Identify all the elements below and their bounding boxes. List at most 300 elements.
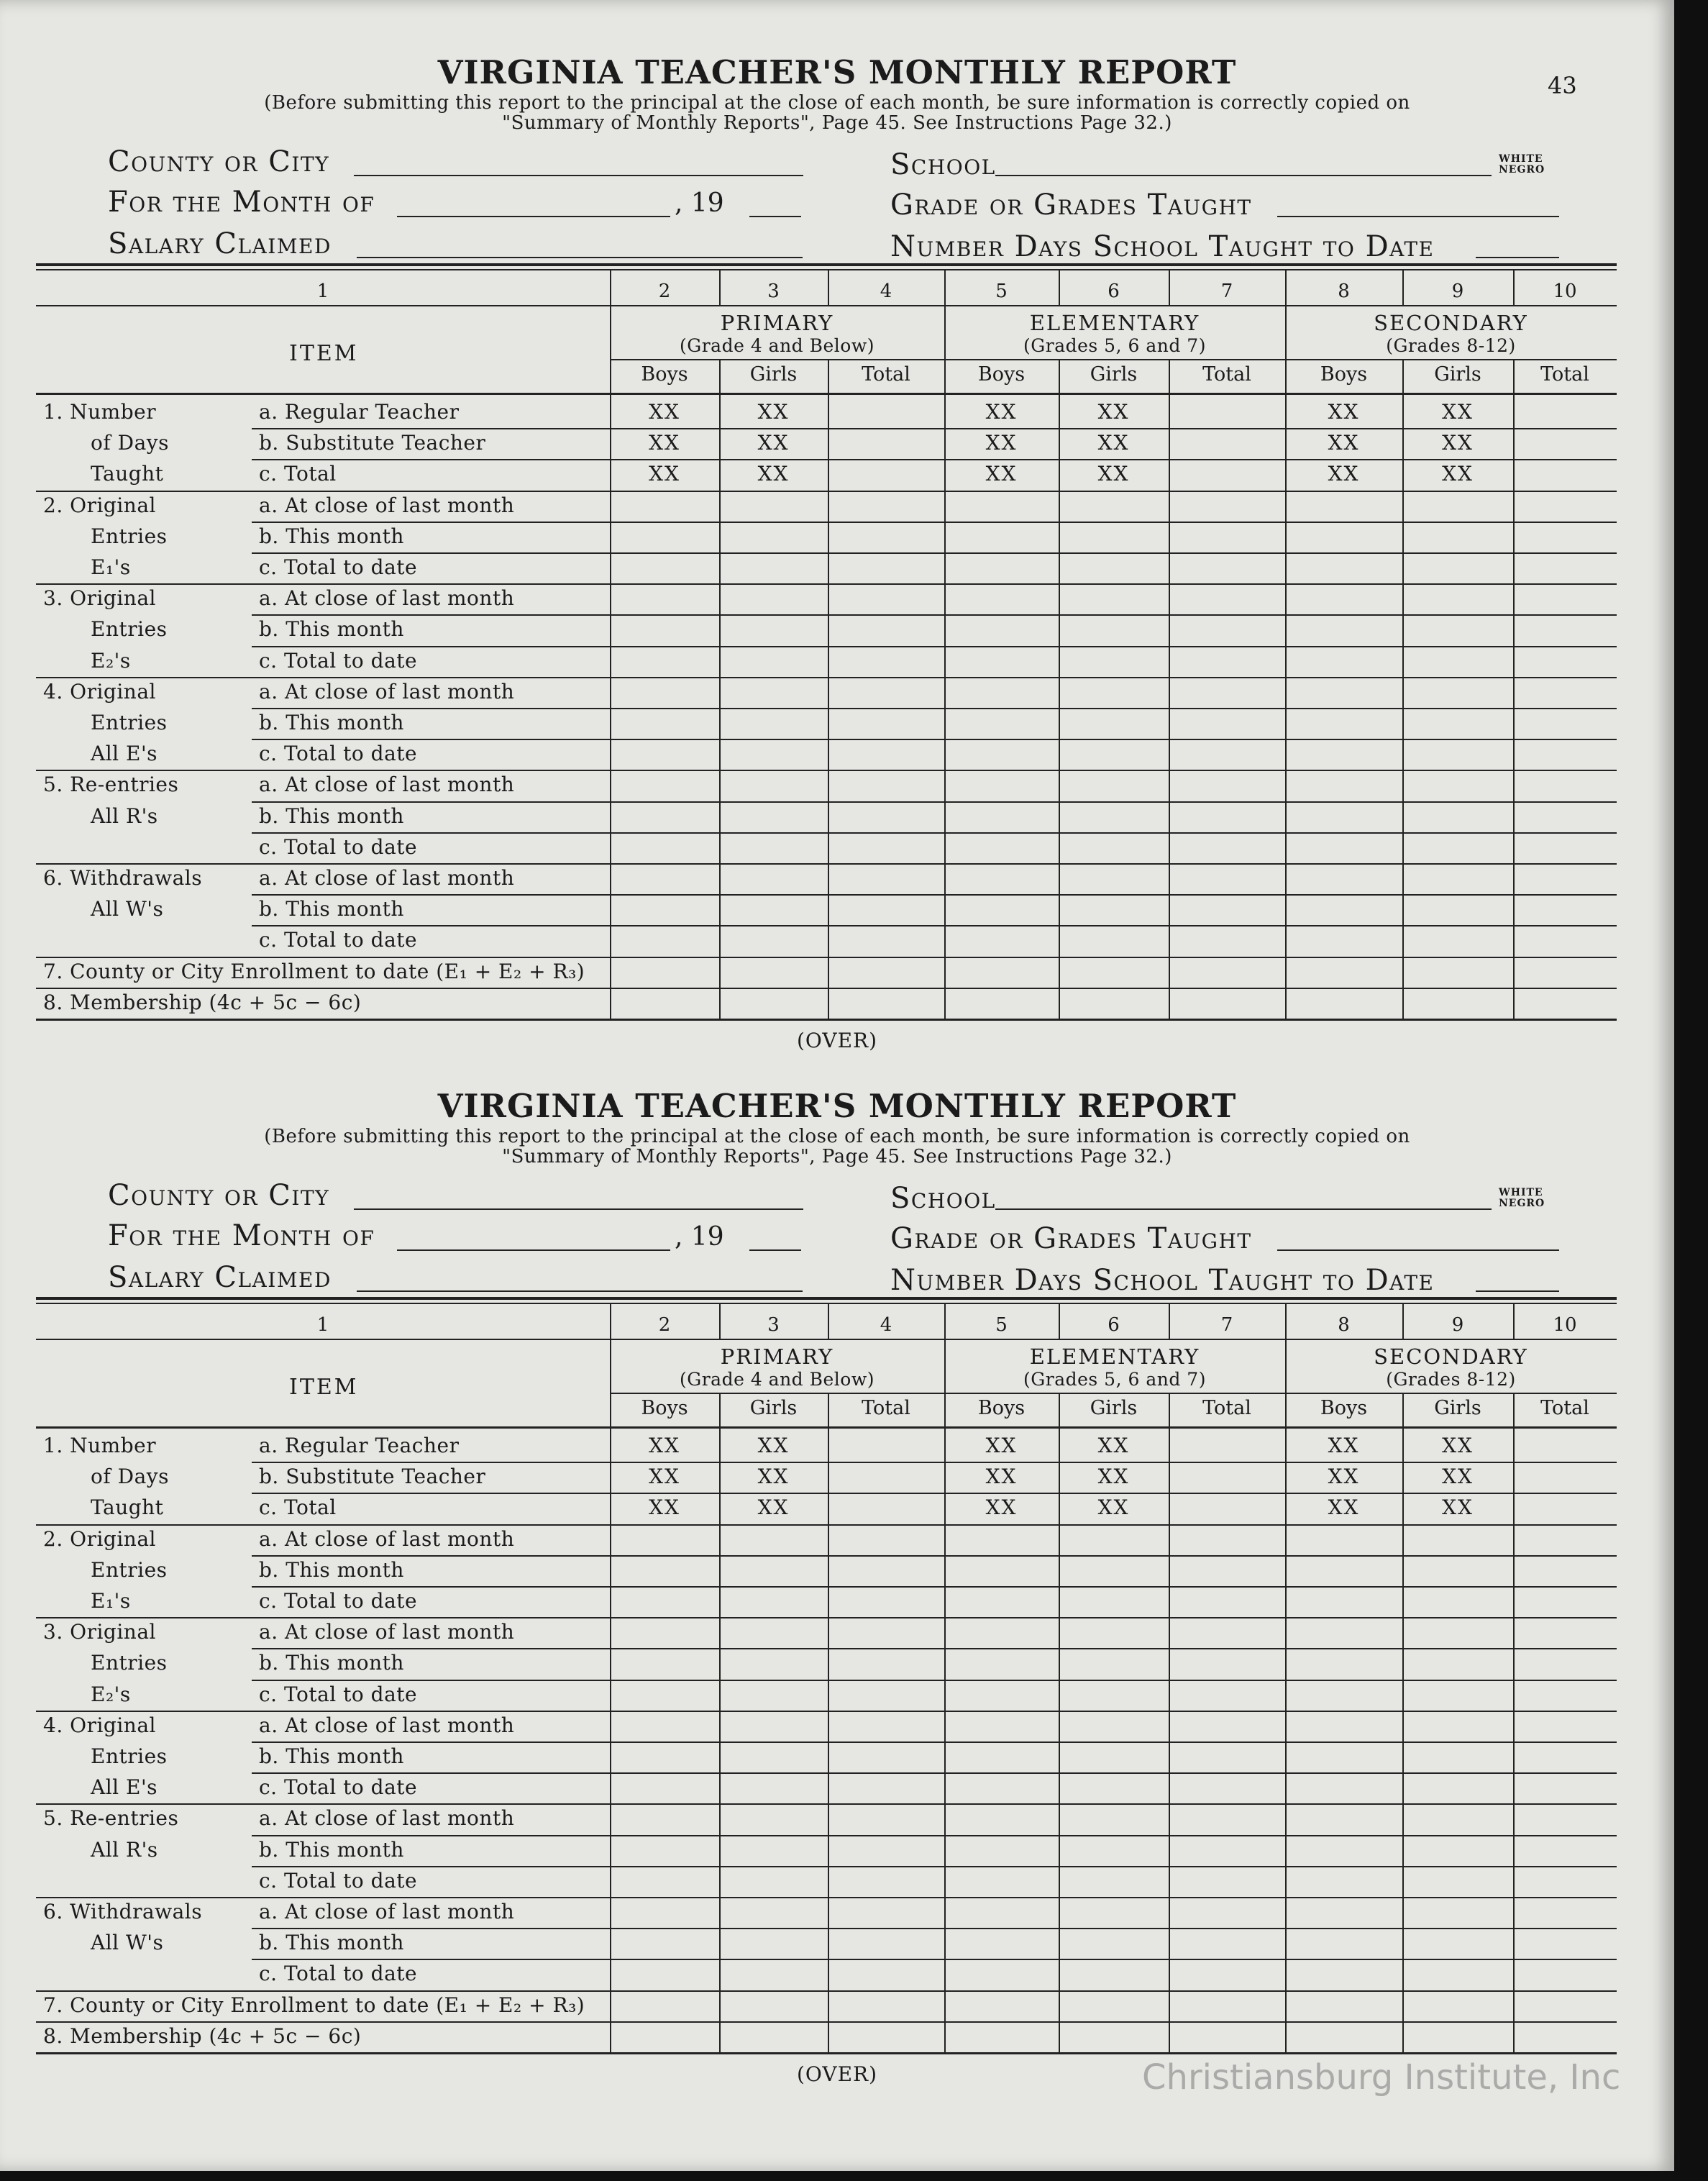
data-cell[interactable]	[1059, 773, 1169, 799]
data-cell[interactable]	[1402, 1589, 1513, 1616]
data-cell[interactable]	[944, 555, 1059, 582]
data-cell[interactable]	[610, 1931, 719, 1957]
data-cell[interactable]	[1169, 866, 1285, 893]
data-cell[interactable]	[1402, 866, 1513, 893]
race-options[interactable]	[1499, 1188, 1545, 1209]
data-cell[interactable]	[610, 804, 719, 831]
data-cell[interactable]	[719, 1651, 828, 1677]
data-cell[interactable]	[1513, 773, 1617, 799]
data-cell[interactable]	[1285, 991, 1402, 1017]
data-cell[interactable]	[610, 1869, 719, 1895]
data-cell[interactable]	[719, 1993, 828, 2020]
data-cell[interactable]	[828, 1589, 944, 1616]
data-cell[interactable]	[1402, 680, 1513, 706]
data-cell[interactable]	[1285, 1558, 1402, 1585]
data-cell[interactable]	[1059, 804, 1169, 831]
data-cell[interactable]	[1513, 1527, 1617, 1554]
data-cell[interactable]	[1169, 711, 1285, 737]
data-cell[interactable]	[1402, 1931, 1513, 1957]
data-cell[interactable]	[1059, 897, 1169, 924]
data-cell[interactable]	[828, 431, 944, 457]
data-cell[interactable]	[1059, 2024, 1169, 2051]
data-cell[interactable]	[1513, 1465, 1617, 1491]
data-cell[interactable]	[1169, 1683, 1285, 1709]
data-cell[interactable]	[1513, 1434, 1617, 1460]
data-cell[interactable]	[944, 1713, 1059, 1740]
data-cell[interactable]	[1402, 960, 1513, 986]
data-cell[interactable]	[610, 1683, 719, 1709]
data-cell[interactable]	[1402, 1527, 1513, 1554]
data-cell[interactable]	[1169, 991, 1285, 1017]
data-cell[interactable]	[1059, 649, 1169, 675]
data-cell[interactable]	[1513, 555, 1617, 582]
data-cell[interactable]	[610, 1806, 719, 1833]
data-cell[interactable]	[1285, 711, 1402, 737]
data-cell[interactable]	[1402, 649, 1513, 675]
data-cell[interactable]	[1169, 1589, 1285, 1616]
data-cell[interactable]	[610, 1527, 719, 1554]
data-cell[interactable]	[828, 711, 944, 737]
data-cell[interactable]	[828, 1434, 944, 1460]
data-cell[interactable]	[1402, 897, 1513, 924]
data-cell[interactable]	[1402, 1869, 1513, 1895]
data-cell[interactable]	[944, 680, 1059, 706]
data-cell[interactable]	[1513, 960, 1617, 986]
data-cell[interactable]	[719, 1589, 828, 1616]
data-cell[interactable]	[1402, 617, 1513, 644]
data-cell[interactable]	[944, 991, 1059, 1017]
data-cell[interactable]	[1059, 1775, 1169, 1802]
data-cell[interactable]	[1169, 742, 1285, 768]
data-cell[interactable]	[828, 1495, 944, 1522]
data-cell[interactable]	[1169, 897, 1285, 924]
data-cell[interactable]	[828, 1465, 944, 1491]
data-cell[interactable]	[1169, 1806, 1285, 1833]
data-cell[interactable]	[828, 1993, 944, 2020]
data-cell[interactable]	[1059, 1558, 1169, 1585]
data-cell[interactable]	[1402, 586, 1513, 613]
data-cell[interactable]	[944, 742, 1059, 768]
data-cell[interactable]	[1059, 524, 1169, 551]
data-cell[interactable]	[719, 711, 828, 737]
data-cell[interactable]	[1513, 928, 1617, 955]
data-cell[interactable]	[719, 1900, 828, 1926]
data-cell[interactable]	[610, 1838, 719, 1864]
data-cell[interactable]	[1513, 586, 1617, 613]
data-cell[interactable]	[1513, 1589, 1617, 1616]
data-cell[interactable]	[1285, 493, 1402, 520]
data-cell[interactable]	[944, 928, 1059, 955]
data-cell[interactable]	[828, 773, 944, 799]
data-cell[interactable]	[1513, 1931, 1617, 1957]
data-cell[interactable]	[1402, 773, 1513, 799]
data-cell[interactable]	[828, 1775, 944, 1802]
data-cell[interactable]	[719, 928, 828, 955]
data-cell[interactable]	[1513, 1806, 1617, 1833]
data-cell[interactable]	[1513, 1869, 1617, 1895]
data-cell[interactable]	[1285, 555, 1402, 582]
data-cell[interactable]	[610, 1775, 719, 1802]
data-cell[interactable]	[828, 493, 944, 520]
data-cell[interactable]	[1285, 1838, 1402, 1864]
data-cell[interactable]	[944, 586, 1059, 613]
data-cell[interactable]	[719, 1869, 828, 1895]
data-cell[interactable]	[828, 400, 944, 427]
data-cell[interactable]	[719, 555, 828, 582]
data-cell[interactable]	[1285, 1869, 1402, 1895]
data-cell[interactable]	[944, 2024, 1059, 2051]
data-cell[interactable]	[828, 804, 944, 831]
data-cell[interactable]	[1059, 928, 1169, 955]
data-cell[interactable]	[1285, 1527, 1402, 1554]
data-cell[interactable]	[610, 897, 719, 924]
data-cell[interactable]	[719, 1744, 828, 1771]
data-cell[interactable]	[1285, 897, 1402, 924]
data-cell[interactable]	[610, 1713, 719, 1740]
data-cell[interactable]	[1169, 1527, 1285, 1554]
data-cell[interactable]	[1513, 866, 1617, 893]
data-cell[interactable]	[1285, 1683, 1402, 1709]
data-cell[interactable]	[610, 1558, 719, 1585]
salary-input[interactable]	[357, 257, 803, 258]
data-cell[interactable]	[1513, 1962, 1617, 1988]
data-cell[interactable]	[1402, 711, 1513, 737]
data-cell[interactable]	[1402, 1744, 1513, 1771]
data-cell[interactable]	[1059, 1527, 1169, 1554]
data-cell[interactable]	[1285, 1744, 1402, 1771]
data-cell[interactable]	[944, 1744, 1059, 1771]
data-cell[interactable]	[944, 1806, 1059, 1833]
data-cell[interactable]	[1059, 1931, 1169, 1957]
salary-input[interactable]	[357, 1290, 803, 1292]
data-cell[interactable]	[828, 462, 944, 488]
race-white[interactable]: WHITE	[1499, 1187, 1543, 1198]
data-cell[interactable]	[1169, 1465, 1285, 1491]
data-cell[interactable]	[719, 1713, 828, 1740]
data-cell[interactable]	[1285, 742, 1402, 768]
data-cell[interactable]	[610, 773, 719, 799]
data-cell[interactable]	[1169, 1744, 1285, 1771]
data-cell[interactable]	[828, 586, 944, 613]
data-cell[interactable]	[1169, 1993, 1285, 2020]
year-input[interactable]	[749, 1249, 801, 1251]
data-cell[interactable]	[828, 555, 944, 582]
data-cell[interactable]	[944, 711, 1059, 737]
data-cell[interactable]	[719, 1806, 828, 1833]
data-cell[interactable]	[1285, 835, 1402, 862]
data-cell[interactable]	[828, 1962, 944, 1988]
data-cell[interactable]	[1285, 1713, 1402, 1740]
data-cell[interactable]	[944, 897, 1059, 924]
data-cell[interactable]	[610, 1589, 719, 1616]
data-cell[interactable]	[1285, 1993, 1402, 2020]
data-cell[interactable]	[719, 1838, 828, 1864]
data-cell[interactable]	[1402, 2024, 1513, 2051]
data-cell[interactable]	[828, 1620, 944, 1647]
data-cell[interactable]	[1059, 1651, 1169, 1677]
data-cell[interactable]	[944, 1527, 1059, 1554]
data-cell[interactable]	[1169, 400, 1285, 427]
data-cell[interactable]	[1513, 524, 1617, 551]
data-cell[interactable]	[1513, 649, 1617, 675]
month-input[interactable]	[397, 216, 670, 217]
data-cell[interactable]	[1169, 524, 1285, 551]
data-cell[interactable]	[828, 960, 944, 986]
data-cell[interactable]	[1169, 928, 1285, 955]
data-cell[interactable]	[944, 804, 1059, 831]
data-cell[interactable]	[719, 1931, 828, 1957]
data-cell[interactable]	[1402, 1683, 1513, 1709]
data-cell[interactable]	[610, 928, 719, 955]
data-cell[interactable]	[1059, 1806, 1169, 1833]
data-cell[interactable]	[1059, 1683, 1169, 1709]
year-input[interactable]	[749, 216, 801, 217]
data-cell[interactable]	[828, 991, 944, 1017]
data-cell[interactable]	[1059, 1900, 1169, 1926]
data-cell[interactable]	[1169, 773, 1285, 799]
data-cell[interactable]	[1513, 897, 1617, 924]
data-cell[interactable]	[1285, 586, 1402, 613]
data-cell[interactable]	[719, 866, 828, 893]
data-cell[interactable]	[1285, 1900, 1402, 1926]
data-cell[interactable]	[610, 1962, 719, 1988]
data-cell[interactable]	[828, 1558, 944, 1585]
data-cell[interactable]	[1169, 1900, 1285, 1926]
data-cell[interactable]	[719, 1775, 828, 1802]
data-cell[interactable]	[828, 928, 944, 955]
data-cell[interactable]	[610, 1620, 719, 1647]
data-cell[interactable]	[944, 835, 1059, 862]
data-cell[interactable]	[1285, 866, 1402, 893]
data-cell[interactable]	[1513, 2024, 1617, 2051]
data-cell[interactable]	[944, 1558, 1059, 1585]
days-input[interactable]	[1476, 1290, 1559, 1292]
data-cell[interactable]	[828, 1806, 944, 1833]
data-cell[interactable]	[1169, 462, 1285, 488]
data-cell[interactable]	[1059, 1620, 1169, 1647]
data-cell[interactable]	[828, 1838, 944, 1864]
data-cell[interactable]	[1059, 1869, 1169, 1895]
data-cell[interactable]	[1059, 1713, 1169, 1740]
data-cell[interactable]	[1169, 1713, 1285, 1740]
data-cell[interactable]	[1402, 1775, 1513, 1802]
data-cell[interactable]	[610, 1744, 719, 1771]
data-cell[interactable]	[944, 773, 1059, 799]
data-cell[interactable]	[944, 866, 1059, 893]
data-cell[interactable]	[828, 1683, 944, 1709]
race-negro[interactable]: NEGRO	[1499, 164, 1545, 176]
data-cell[interactable]	[1169, 1558, 1285, 1585]
data-cell[interactable]	[719, 1558, 828, 1585]
data-cell[interactable]	[719, 804, 828, 831]
data-cell[interactable]	[1059, 586, 1169, 613]
data-cell[interactable]	[719, 649, 828, 675]
data-cell[interactable]	[1169, 1931, 1285, 1957]
data-cell[interactable]	[1402, 804, 1513, 831]
data-cell[interactable]	[1513, 1744, 1617, 1771]
data-cell[interactable]	[1513, 1993, 1617, 2020]
data-cell[interactable]	[1513, 804, 1617, 831]
data-cell[interactable]	[1285, 524, 1402, 551]
data-cell[interactable]	[1402, 1838, 1513, 1864]
data-cell[interactable]	[1169, 586, 1285, 613]
data-cell[interactable]	[828, 1931, 944, 1957]
data-cell[interactable]	[1169, 1775, 1285, 1802]
data-cell[interactable]	[1402, 1993, 1513, 2020]
data-cell[interactable]	[719, 617, 828, 644]
data-cell[interactable]	[1169, 555, 1285, 582]
data-cell[interactable]	[610, 524, 719, 551]
data-cell[interactable]	[944, 1683, 1059, 1709]
school-input[interactable]	[995, 175, 1492, 176]
data-cell[interactable]	[1513, 1620, 1617, 1647]
data-cell[interactable]	[1285, 680, 1402, 706]
data-cell[interactable]	[610, 586, 719, 613]
race-white[interactable]: WHITE	[1499, 153, 1543, 165]
data-cell[interactable]	[1513, 1558, 1617, 1585]
data-cell[interactable]	[1402, 928, 1513, 955]
data-cell[interactable]	[828, 1527, 944, 1554]
data-cell[interactable]	[1402, 555, 1513, 582]
data-cell[interactable]	[1402, 1558, 1513, 1585]
data-cell[interactable]	[944, 1589, 1059, 1616]
data-cell[interactable]	[1169, 431, 1285, 457]
county-input[interactable]	[354, 175, 803, 176]
data-cell[interactable]	[1059, 711, 1169, 737]
data-cell[interactable]	[719, 524, 828, 551]
data-cell[interactable]	[944, 1775, 1059, 1802]
data-cell[interactable]	[1285, 773, 1402, 799]
data-cell[interactable]	[828, 1744, 944, 1771]
data-cell[interactable]	[944, 1931, 1059, 1957]
data-cell[interactable]	[1285, 1962, 1402, 1988]
data-cell[interactable]	[719, 1683, 828, 1709]
data-cell[interactable]	[610, 1900, 719, 1926]
data-cell[interactable]	[1059, 866, 1169, 893]
data-cell[interactable]	[944, 1900, 1059, 1926]
data-cell[interactable]	[719, 1620, 828, 1647]
data-cell[interactable]	[610, 493, 719, 520]
race-options[interactable]	[1499, 154, 1545, 176]
data-cell[interactable]	[719, 897, 828, 924]
data-cell[interactable]	[1402, 835, 1513, 862]
grades-input[interactable]	[1277, 216, 1559, 217]
data-cell[interactable]	[1059, 1962, 1169, 1988]
data-cell[interactable]	[828, 835, 944, 862]
data-cell[interactable]	[610, 649, 719, 675]
data-cell[interactable]	[1402, 1900, 1513, 1926]
data-cell[interactable]	[828, 649, 944, 675]
data-cell[interactable]	[944, 524, 1059, 551]
data-cell[interactable]	[1513, 431, 1617, 457]
data-cell[interactable]	[719, 991, 828, 1017]
data-cell[interactable]	[1169, 1434, 1285, 1460]
data-cell[interactable]	[719, 773, 828, 799]
data-cell[interactable]	[1513, 493, 1617, 520]
data-cell[interactable]	[1059, 1993, 1169, 2020]
data-cell[interactable]	[828, 617, 944, 644]
data-cell[interactable]	[1059, 493, 1169, 520]
data-cell[interactable]	[944, 1869, 1059, 1895]
county-input[interactable]	[354, 1208, 803, 1210]
data-cell[interactable]	[1169, 1838, 1285, 1864]
data-cell[interactable]	[1059, 1838, 1169, 1864]
data-cell[interactable]	[1059, 1589, 1169, 1616]
data-cell[interactable]	[944, 1962, 1059, 1988]
data-cell[interactable]	[1402, 1962, 1513, 1988]
data-cell[interactable]	[944, 1838, 1059, 1864]
data-cell[interactable]	[610, 835, 719, 862]
data-cell[interactable]	[1059, 991, 1169, 1017]
data-cell[interactable]	[828, 680, 944, 706]
data-cell[interactable]	[828, 1651, 944, 1677]
data-cell[interactable]	[1059, 1744, 1169, 1771]
data-cell[interactable]	[1285, 1806, 1402, 1833]
data-cell[interactable]	[719, 1527, 828, 1554]
data-cell[interactable]	[1169, 1962, 1285, 1988]
data-cell[interactable]	[1402, 524, 1513, 551]
data-cell[interactable]	[610, 960, 719, 986]
data-cell[interactable]	[1059, 680, 1169, 706]
data-cell[interactable]	[944, 1620, 1059, 1647]
data-cell[interactable]	[1169, 493, 1285, 520]
data-cell[interactable]	[610, 1993, 719, 2020]
data-cell[interactable]	[1402, 1806, 1513, 1833]
month-input[interactable]	[397, 1249, 670, 1251]
data-cell[interactable]	[1402, 742, 1513, 768]
data-cell[interactable]	[1169, 1620, 1285, 1647]
data-cell[interactable]	[1513, 835, 1617, 862]
data-cell[interactable]	[944, 649, 1059, 675]
data-cell[interactable]	[1513, 617, 1617, 644]
data-cell[interactable]	[719, 493, 828, 520]
data-cell[interactable]	[1285, 1651, 1402, 1677]
data-cell[interactable]	[1402, 493, 1513, 520]
data-cell[interactable]	[610, 617, 719, 644]
data-cell[interactable]	[828, 742, 944, 768]
data-cell[interactable]	[1513, 991, 1617, 1017]
data-cell[interactable]	[1402, 991, 1513, 1017]
data-cell[interactable]	[1285, 1589, 1402, 1616]
data-cell[interactable]	[610, 680, 719, 706]
data-cell[interactable]	[719, 960, 828, 986]
data-cell[interactable]	[944, 1651, 1059, 1677]
data-cell[interactable]	[1285, 1620, 1402, 1647]
data-cell[interactable]	[719, 586, 828, 613]
data-cell[interactable]	[944, 960, 1059, 986]
data-cell[interactable]	[1169, 960, 1285, 986]
data-cell[interactable]	[1513, 711, 1617, 737]
data-cell[interactable]	[1513, 1683, 1617, 1709]
data-cell[interactable]	[1169, 649, 1285, 675]
data-cell[interactable]	[1513, 1775, 1617, 1802]
data-cell[interactable]	[1402, 1620, 1513, 1647]
data-cell[interactable]	[1285, 1775, 1402, 1802]
grades-input[interactable]	[1277, 1249, 1559, 1251]
data-cell[interactable]	[1285, 928, 1402, 955]
data-cell[interactable]	[944, 1993, 1059, 2020]
data-cell[interactable]	[1285, 617, 1402, 644]
data-cell[interactable]	[1169, 617, 1285, 644]
race-negro[interactable]: NEGRO	[1499, 1198, 1545, 1209]
data-cell[interactable]	[610, 2024, 719, 2051]
data-cell[interactable]	[1513, 680, 1617, 706]
data-cell[interactable]	[1169, 835, 1285, 862]
data-cell[interactable]	[1169, 804, 1285, 831]
data-cell[interactable]	[610, 711, 719, 737]
data-cell[interactable]	[610, 1651, 719, 1677]
data-cell[interactable]	[1059, 617, 1169, 644]
